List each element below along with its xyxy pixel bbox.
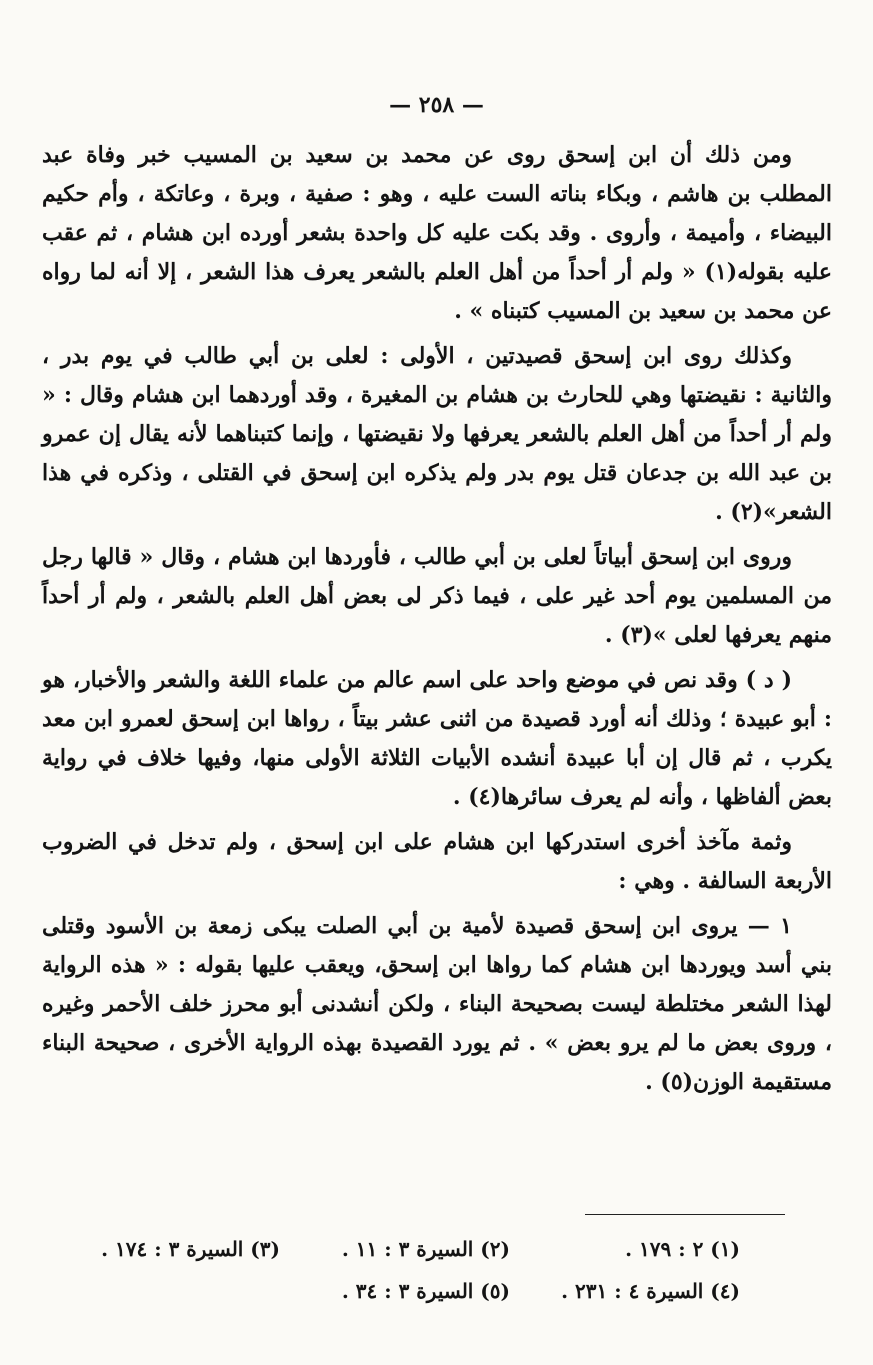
paragraph-1: ومن ذلك أن ابن إسحق روى عن محمد بن سعيد بن المسيب خبر وفاة عبد المطلب بن هاشم ، وبكاء بناته الست عليه ، وهو : صفية ، وبرة ، وعاتكة ، وأم حكيم البيضاء ، وأميمة ، وأروى . وقد بكت عليه كل واحدة بشعر أورده ابن هشام ، ثم عقب عليه بقوله(١) « ولم أر أحداً من أهل العلم بالشعر يعرف هذا الشعر ، إلا أنه لما رواه عن محمد بن سعيد بن المسيب كتبناه » . bbox=[42, 142, 832, 324]
footnote-divider bbox=[585, 1214, 785, 1215]
footnote-1: (١) ٢ : ١٧٩ . bbox=[625, 1237, 740, 1261]
footnote-5: (٥) السيرة ٣ : ٣٤ . bbox=[341, 1279, 510, 1303]
body-text bbox=[42, 136, 832, 1108]
paragraph-5: وثمة مآخذ أخرى استدركها ابن هشام على ابن إسحق ، ولم تدخل في الضروب الأربعة السالفة . وهي : bbox=[42, 829, 832, 894]
footnote-row-1 bbox=[80, 1228, 740, 1270]
paragraph-6: ١ — يروى ابن إسحق قصيدة لأمية بن أبي الصلت يبكى زمعة بن الأسود وقتلى بني أسد ويوردها ابن هشام كما رواها ابن إسحق، ويعقب عليها بقوله : « هذه الرواية لهذا الشعر مختلطة ليست بصحيحة البناء ، ولكن أنشدنى أبو محرز خلف الأحمر وغيره ، وروى بعض ما لم يرو بعض » . ثم يورد القصيدة بهذه الرواية الأخرى ، صحيحة البناء مستقيمة الوزن(٥) . bbox=[42, 913, 832, 1095]
paragraph-2: وكذلك روى ابن إسحق قصيدتين ، الأولى : لعلى بن أبي طالب في يوم بدر ، والثانية : نقيضتها وهي للحارث بن هشام بن المغيرة ، وقد أوردهما ابن هشام وقال : « ولم أر أحداً من أهل العلم بالشعر يعرفها ولا نقيضتها ، وإنما كتبناهما لأنه يقال إن عمرو بن عبد الله بن جدعان قتل يوم بدر ولم يذكره ابن إسحق في القتلى ، وذكره في هذا الشعر»(٢) . bbox=[42, 343, 832, 525]
paragraph-3: وروى ابن إسحق أبياتاً لعلى بن أبي طالب ، فأوردها ابن هشام ، وقال « قالها رجل من المسلمين يوم أحد غير على ، فيما ذكر لى بعض أهل العلم بالشعر ، ولم أر أحداً منهم يعرفها لعلى »(٣) . bbox=[42, 544, 832, 648]
footnote-3: (٣) السيرة ٣ : ١٧٤ . bbox=[101, 1237, 280, 1261]
footnotes bbox=[80, 1228, 740, 1312]
footnote-4: (٤) السيرة ٤ : ٢٣١ . bbox=[561, 1279, 740, 1303]
footnote-2: (٢) السيرة ٣ : ١١ . bbox=[341, 1237, 510, 1261]
footnote-row-2 bbox=[80, 1270, 740, 1312]
page-number: — ٢٥٨ — bbox=[389, 92, 484, 118]
paragraph-4: ( د ) وقد نص في موضع واحد على اسم عالم من علماء اللغة والشعر والأخبار، هو : أبو عبيدة ؛ وذلك أنه أورد قصيدة من اثنى عشر بيتاً ، رواها ابن إسحق لعمرو ابن معد يكرب ، ثم قال إن أبا عبيدة أنشده الأبيات الثلاثة الأولى منها، وفيها خلاف في رواية بعض ألفاظها ، وأنه لم يعرف سائرها(٤) . bbox=[42, 667, 832, 810]
